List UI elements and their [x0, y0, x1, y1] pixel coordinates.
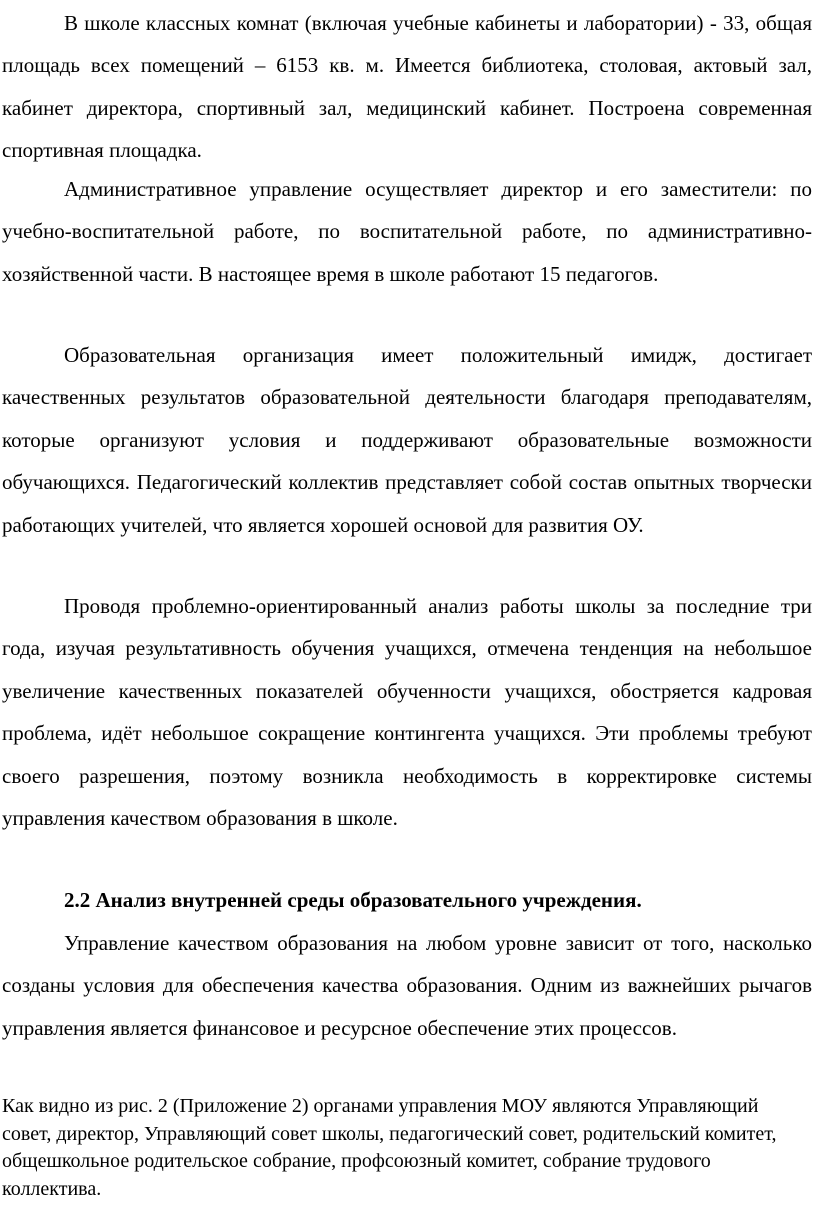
- paragraph-administration: Административное управление осуществляет директор и его заместители: по учебно-воспитательной работе, по воспитательной работе, по административно-хозяйственной части. В настоящее время в школе работают 15 педагогов.: [2, 177, 812, 286]
- paragraph-quality-management: Управление качеством образования на любом уровне зависит от того, насколько созданы условия для обеспечения качества образования. Одним из важнейших рычагов управления является финансовое и ресурсное обеспечение этих процессов.: [2, 931, 812, 1040]
- paragraph-organization-image: Образовательная организация имеет положительный имидж, достигает качественных результатов образовательной деятельности благодаря преподавателям, которые организуют условия и поддерживают образовательные возможности обучающихся. Педагогический коллектив представляет собой состав опытных творчески работающих учителей, что является хорошей основой для развития ОУ.: [2, 343, 812, 537]
- paragraph-school-facilities: В школе классных комнат (включая учебные кабинеты и лаборатории) - 33, общая площадь всех помещений – 6153 кв. м. Имеется библиотека, столовая, актовый зал, кабинет директора, спортивный зал, медицинский кабинет. Построена современная спортивная площадка.: [2, 11, 812, 163]
- section-heading: 2.2 Анализ внутренней среды образовательного учреждения.: [64, 888, 642, 912]
- paragraph-governance-bodies: Как видно из рис. 2 (Приложение 2) органами управления МОУ являются Управляющий совет, директор, Управляющий совет школы, педагогический совет, родительский комитет, общешкольное родительское собрание, профсоюзный комитет, собрание трудового коллектива.: [2, 1095, 777, 1200]
- paragraph-problem-analysis: Проводя проблемно-ориентированный анализ работы школы за последние три года, изучая результативность обучения учащихся, отмечена тенденция на небольшое увеличение качественных показателей обученности учащихся, обостряется кадровая проблема, идёт небольшое сокращение контингента учащихся. Эти проблемы требуют своего разрешения, поэтому возникла необходимость в корректировке системы управления качеством образования в школе.: [2, 594, 812, 831]
